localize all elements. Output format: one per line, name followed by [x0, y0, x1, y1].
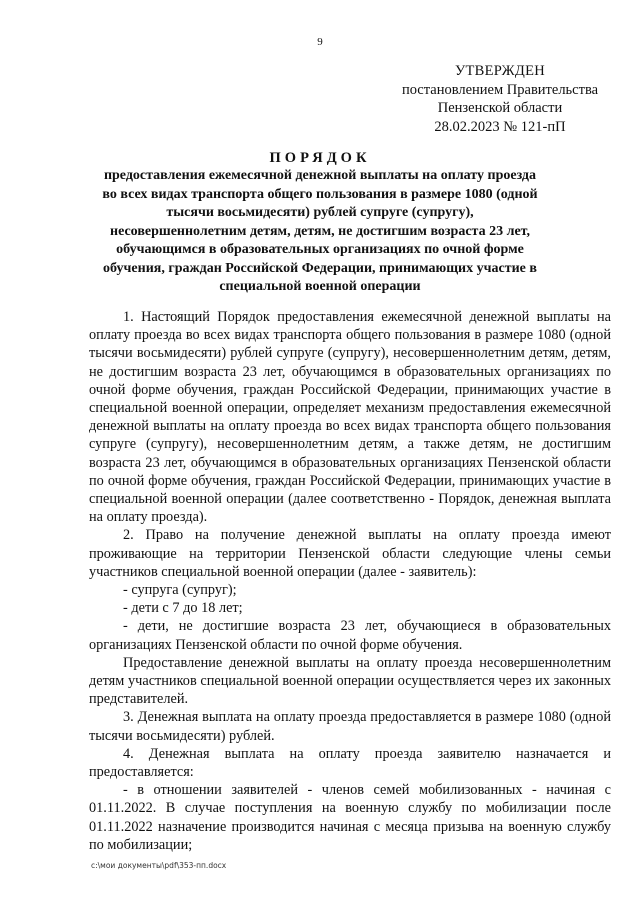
- approval-line-1: постановлением Правительства: [401, 81, 599, 98]
- document-subtitle: предоставления ежемесячной денежной выплаты на оплату проезда во всех видах транспорта общего пользования в размере 1080 (одной тысячи восьмидесяти) рублей супруге (супругу), несовершеннолетним детям, детям, не достигшим возраста 23 лет, обучающимся в образовательных организациях по очной форме обучения, граждан Российской Федерации, принимающих участие в специальной военной операции: [102, 168, 538, 294]
- list-item: - дети, не достигшие возраста 23 лет, обучающиеся в образовательных организациях Пензенской области по очной форме обучения.: [89, 618, 611, 653]
- paragraph: Предоставление денежной выплаты на оплату проезда несовершеннолетним детям участников специальной военной операции осуществляется через их законных представителей.: [89, 654, 611, 708]
- paragraph: 4. Денежная выплата на оплату проезда заявителю назначается и предоставляется:: [89, 745, 611, 781]
- approval-line-2: Пензенской области: [437, 100, 563, 116]
- page-number: 9: [317, 36, 323, 48]
- paragraph: 1. Настоящий Порядок предоставления ежемесячной денежной выплаты на оплату проезда во всех видах транспорта общего пользования в размере 1080 (одной тысячи восьмидесяти) рублей супруге (супругу), несовершеннолетним детям, детям, не достигшим возраста 23 лет, обучающимся в образовательных организациях по очной форме обучения, граждан Российской Федерации, принимающих участие в специальной военной операции, определяет механизм предоставления ежемесячной денежной выплаты на оплату проезда во всех видах транспорта общего пользования супруге (супругу), несовершеннолетним детям, а также детям, не достигшим возраста 23 лет, обучающимся в образовательных организациях Пензенской области по очной форме обучения, граждан Российской Федерации, принимающих участие в специальной военной операции (далее соответственно - Порядок, денежная выплата на оплату проезда).: [89, 309, 611, 526]
- document-body: [89, 308, 611, 854]
- paragraph: 2. Право на получение денежной выплаты на оплату проезда имеют проживающие на территории Пензенской области следующие члены семьи участников специальной военной операции (далее - заявитель):: [89, 527, 611, 580]
- file-path-footer: c:\мои документы\pdf\353-пп.docx: [91, 861, 227, 870]
- list-item: - в отношении заявителей - членов семей мобилизованных - начиная с 01.11.2022. В случае поступления на военную службу по мобилизации после 01.11.2022 назначение производится начиная с месяца призыва на военную службу по мобилизации;: [89, 782, 611, 853]
- approval-title: УТВЕРЖДЕН: [454, 63, 546, 79]
- list-item: - дети с 7 до 18 лет;: [123, 600, 243, 617]
- paragraph: 3. Денежная выплата на оплату проезда предоставляется в размере 1080 (одной тысячи восьмидесяти) рублей.: [89, 709, 611, 744]
- list-item: - супруга (супруг);: [123, 582, 237, 599]
- document-title: ПОРЯДОК: [269, 150, 371, 166]
- approval-stamp: [380, 62, 620, 136]
- approval-line-3: 28.02.2023 № 121-пП: [434, 118, 566, 135]
